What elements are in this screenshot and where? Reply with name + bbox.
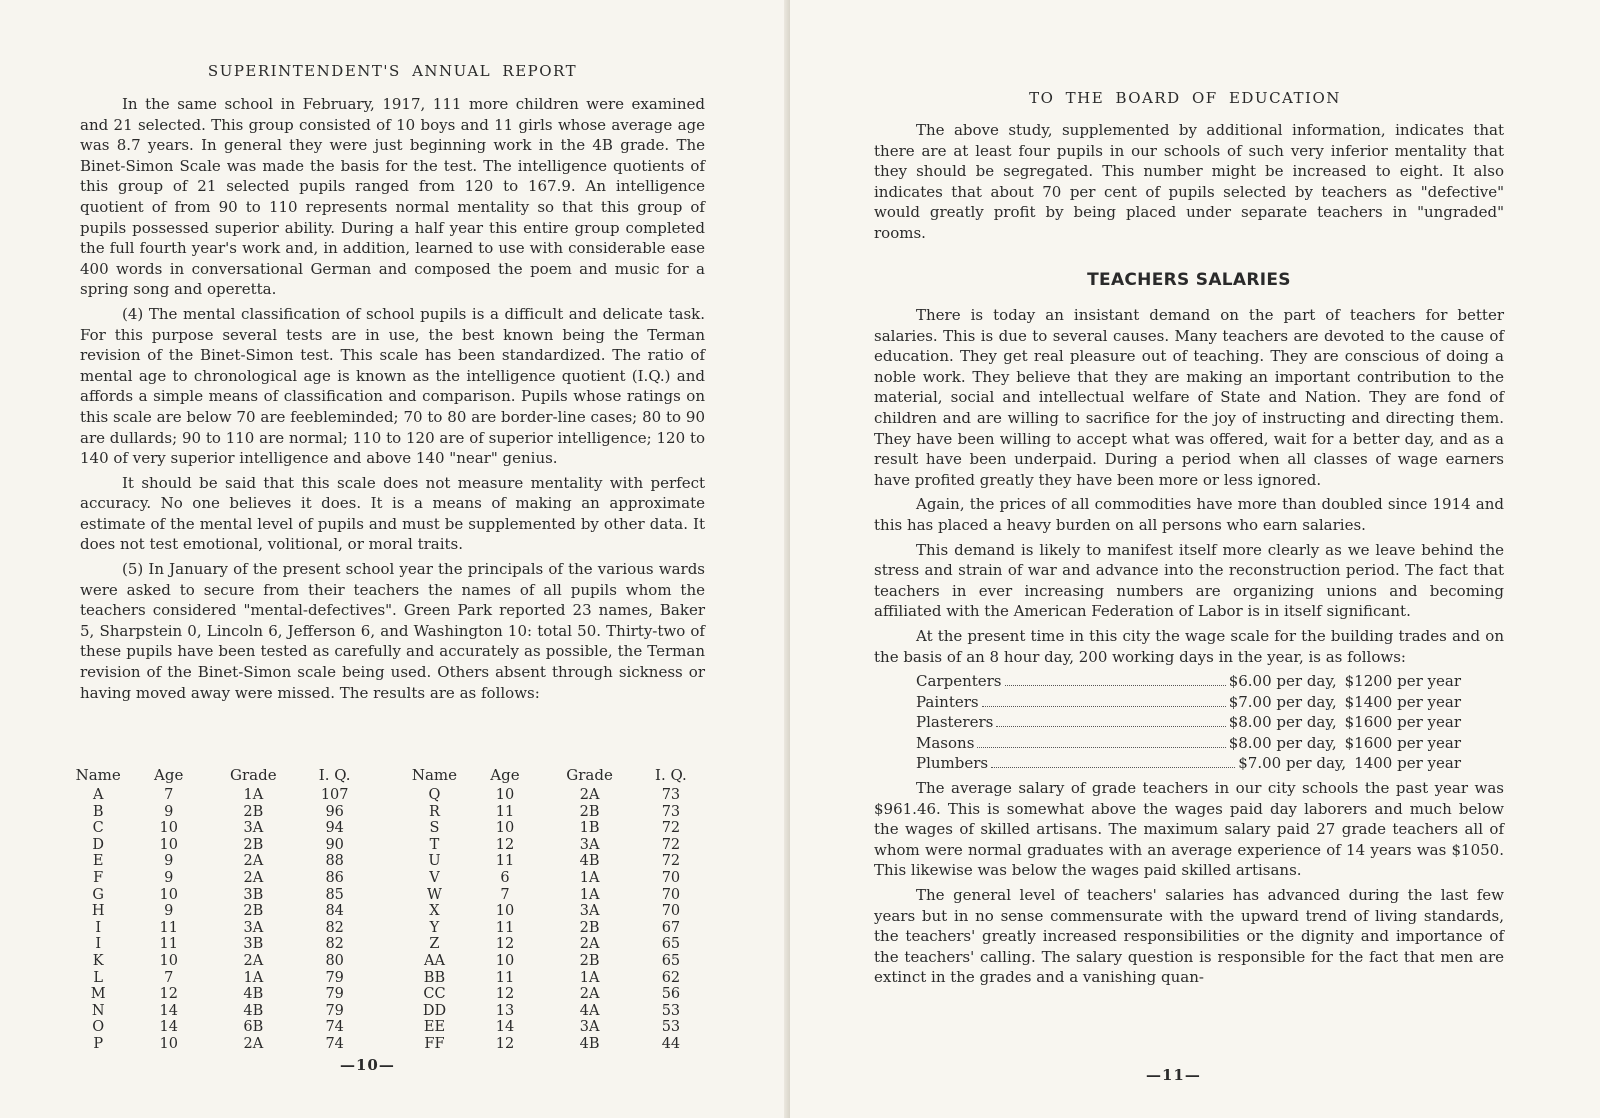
cell-iq: 96 (325, 803, 344, 820)
table-row (70, 887, 710, 904)
cell-iq: 73 (661, 803, 681, 820)
salaries-text-block (874, 305, 1504, 992)
table-row (70, 853, 710, 870)
cell-age: 11 (159, 919, 178, 936)
cell-grade: 3A (243, 820, 264, 837)
cell-grade: 1A (243, 787, 264, 803)
cell-name: L (93, 969, 104, 986)
cell-age: 10 (495, 903, 515, 920)
col-header-grade: Grade (230, 766, 277, 784)
paragraph: The above study, supplemented by additional information, indicates that there are at least four pupils in our schools of such very inferior mentality that they should be segregated. This number might be increased to eight. It also indicates that about 70 per cent of pupils selected by teachers as "defective" would greatly profit by being placed under separate teachers in "ungraded" rooms. (874, 121, 1504, 242)
cell-age: 14 (495, 1019, 515, 1036)
wage-row (916, 733, 1461, 754)
wage-per-day: $8.00 per day, (1228, 733, 1337, 752)
cell-name: EE (423, 1019, 446, 1036)
col-header-age: Age (490, 766, 520, 784)
cell-iq: 53 (661, 1019, 681, 1036)
cell-name: V (429, 869, 440, 886)
paragraph: (4) The mental classification of school pupils is a difficult and delicate task. For this purpose several tests are in use, the best known being the Terman revision of the Binet-Simon test. This scale has been standardized. The ratio of mental age to chronological age is known as the intelligence quotient (I.Q.) and affords a simple means of classification and comparison. Pupils whose ratings on this scale are below 70 are feebleminded; 70 to 80 are border-line cases; 80 to 90 are dullards; 90 to 110 are normal; 110 to 120 are of superior intelligence; 120 to 140 of very superior intelligence and above 140 "near" genius. (80, 304, 705, 468)
wage-per-year: $1600 per year (1344, 713, 1461, 732)
paragraph: At the present time in this city the wage scale for the building trades and on the basis of an 8 hour day, 200 working days in the year, is as follows: (874, 626, 1504, 666)
cell-age: 12 (159, 986, 178, 1003)
cell-grade: 1A (243, 969, 264, 986)
cell-age: 10 (159, 886, 178, 903)
cell-iq: 107 (320, 787, 349, 803)
cell-iq: 56 (661, 986, 681, 1003)
cell-grade: 2B (579, 919, 600, 936)
cell-age: 11 (495, 919, 515, 936)
cell-grade: 3A (243, 919, 264, 936)
cell-iq: 82 (325, 936, 344, 953)
cell-age: 9 (164, 803, 174, 820)
table-row (70, 870, 710, 887)
table-row (70, 920, 710, 937)
cell-age: 9 (164, 853, 174, 870)
wage-trade: Plumbers (916, 754, 989, 773)
cell-age: 11 (495, 803, 515, 820)
cell-age: 10 (495, 787, 515, 803)
table-row (70, 903, 710, 920)
cell-age: 7 (164, 969, 174, 986)
cell-iq: 72 (661, 853, 681, 870)
cell-iq: 74 (325, 1035, 344, 1052)
table-row (70, 970, 710, 987)
cell-name: G (92, 886, 104, 903)
cell-name: R (428, 803, 440, 820)
cell-iq: 44 (661, 1035, 681, 1052)
cell-name: C (92, 820, 104, 837)
col-header-name: Name (411, 766, 458, 784)
wage-trade: Plasterers (916, 713, 994, 732)
cell-name: Y (429, 919, 440, 936)
cell-iq: 82 (325, 919, 344, 936)
page-number: —10— (340, 1056, 395, 1074)
cell-grade: 4A (579, 1002, 600, 1019)
cell-grade: 2B (243, 836, 264, 853)
table-row (70, 820, 710, 837)
cell-age: 7 (164, 787, 174, 803)
cell-grade: 3B (243, 936, 264, 953)
paragraph: It should be said that this scale does not measure mentality with perfect accuracy. No one believes it does. It is a means of making an approximate estimate of the mental level of pupils and must be supplemented by other data. It does not test emotional, volitional, or moral traits. (80, 473, 705, 554)
dot-leader (991, 767, 1235, 768)
cell-grade: 3A (579, 1019, 600, 1036)
cell-grade: 6B (243, 1019, 264, 1036)
wage-trade: Painters (916, 692, 979, 711)
cell-grade: 4B (579, 853, 600, 870)
cell-grade: 2B (243, 903, 264, 920)
cell-age: 11 (159, 936, 178, 953)
cell-iq: 74 (325, 1019, 344, 1036)
cell-grade: 1A (579, 969, 600, 986)
paragraph: (5) In January of the present school year the principals of the various wards were asked to secure from their teachers the names of all pupils whom the teachers considered "mental-defectives". Green Park reported 23 names, Baker 5, Sharpstein 0, Lincoln 6, Jefferson 6, and Washington 10: total 50. Thirty-two of these pupils have been tested as carefully and accurately as possible, the Terman revision of the Binet-Simon scale being used. Others absent through sickness or having moved away were missed. The results are as follows: (80, 560, 705, 702)
table-body (70, 787, 710, 1053)
cell-iq: 67 (661, 919, 681, 936)
cell-age: 12 (495, 936, 515, 953)
dot-leader (977, 747, 1225, 748)
cell-grade: 4B (243, 986, 264, 1003)
cell-name: I (95, 919, 102, 936)
cell-grade: 1A (579, 886, 600, 903)
wage-per-day: $7.00 per day, (1238, 754, 1347, 773)
section-heading: TEACHERS SALARIES (1087, 270, 1291, 290)
cell-name: I (95, 936, 102, 953)
cell-grade: 4B (243, 1002, 264, 1019)
cell-grade: 2B (579, 952, 600, 969)
wage-per-year: $1200 per year (1344, 672, 1461, 691)
page-number: —11— (1146, 1066, 1201, 1084)
cell-grade: 2B (243, 803, 264, 820)
table-row (70, 837, 710, 854)
cell-name: U (428, 853, 441, 870)
cell-age: 11 (495, 969, 515, 986)
cell-iq: 70 (661, 869, 681, 886)
cell-age: 7 (500, 886, 510, 903)
cell-grade: 2A (579, 936, 600, 953)
cell-grade: 2B (579, 803, 600, 820)
cell-iq: 94 (325, 820, 344, 837)
cell-name: Z (429, 936, 440, 953)
wage-per-year: $1400 per year (1344, 692, 1461, 711)
cell-name: O (92, 1019, 105, 1036)
cell-grade: 2A (243, 952, 264, 969)
cell-grade: 2A (243, 853, 264, 870)
cell-name: W (427, 886, 442, 903)
cell-age: 12 (495, 836, 515, 853)
table-header-row (70, 766, 710, 787)
paragraph: The general level of teachers' salaries has advanced during the last few years but in no sense commensurate with the upward trend of living standards, the teachers' greatly increased responsibilities or the dignity and importance of the teachers' calling. The salary question is responsible for the fact that men are extinct in the grades and a vanishing quan- (874, 886, 1504, 987)
paragraph: In the same school in February, 1917, 111 more children were examined and 21 selected. This group consisted of 10 boys and 11 girls whose average age was 8.7 years. In general they were just beginning work in the 4B grade. The Binet-Simon Scale was made the basis for the test. The intelligence quotients of this group of 21 selected pupils ranged from 120 to 167.9. An intelligence quotient of from 90 to 110 represents normal mentality so that this group of pupils possessed superior ability. During a half year this entire group completed the full fourth year's work and, in addition, learned to use with considerable ease 400 words in conversational German and composed the poem and music for a spring song and operetta. (80, 95, 705, 299)
cell-grade: 4B (579, 1035, 600, 1052)
running-head: SUPERINTENDENT'S ANNUAL REPORT (207, 62, 578, 80)
table-row (70, 936, 710, 953)
cell-iq: 79 (325, 986, 344, 1003)
cell-name: DD (422, 1002, 447, 1019)
cell-name: T (429, 836, 440, 853)
cell-iq: 85 (325, 886, 344, 903)
cell-grade: 1B (579, 820, 600, 837)
cell-iq: 79 (325, 1002, 344, 1019)
cell-name: H (91, 903, 105, 920)
wage-per-day: $6.00 per day, (1228, 672, 1337, 691)
dot-leader (1005, 685, 1226, 686)
table-row (70, 787, 710, 804)
cell-name: FF (424, 1035, 445, 1052)
cell-grade: 3A (579, 903, 600, 920)
paragraph: This demand is likely to manifest itself more clearly as we leave behind the stress and strain of war and advance into the reconstruction period. The fact that teachers in ever increasing numbers are organizing unions and becoming affiliated with the American Federation of Labor is in itself significant. (874, 540, 1504, 621)
cell-name: X (429, 903, 440, 920)
cell-age: 12 (495, 1035, 515, 1052)
cell-name: P (93, 1035, 104, 1052)
cell-age: 10 (495, 820, 515, 837)
col-header-name: Name (75, 766, 121, 784)
cell-grade: 2A (579, 787, 600, 803)
cell-grade: 2A (243, 869, 264, 886)
cell-iq: 72 (661, 836, 681, 853)
right-page (790, 0, 1600, 1118)
cell-name: BB (423, 969, 446, 986)
col-header-iq: I. Q. (318, 766, 351, 784)
cell-name: D (92, 836, 105, 853)
cell-name: S (429, 820, 440, 837)
paragraph: The average salary of grade teachers in our city schools the past year was $961.46. This is somewhat above the wages paid day laborers and much below the wages of skilled artisans. The maximum salary paid 27 grade teachers all of whom were normal graduates with an average experience of 14 years was $1050. This likewise was below the wages paid skilled artisans. (874, 779, 1504, 880)
wage-trade: Carpenters (916, 672, 1002, 691)
cell-name: Q (428, 787, 441, 803)
wage-per-day: $7.00 per day, (1228, 692, 1337, 711)
cell-iq: 53 (661, 1002, 681, 1019)
cell-iq: 65 (661, 936, 681, 953)
cell-iq: 90 (325, 836, 344, 853)
wage-row (916, 712, 1461, 733)
cell-age: 11 (495, 853, 515, 870)
cell-iq: 84 (325, 903, 344, 920)
cell-name: CC (423, 986, 446, 1003)
cell-grade: 2A (579, 986, 600, 1003)
cell-iq: 79 (325, 969, 344, 986)
wage-row (916, 753, 1461, 774)
table-row (70, 1003, 710, 1020)
wage-per-year: $1600 per year (1344, 733, 1461, 752)
cell-grade: 1A (579, 869, 600, 886)
cell-age: 6 (500, 869, 510, 886)
cell-iq: 80 (325, 952, 344, 969)
cell-age: 9 (164, 869, 174, 886)
wage-row (916, 692, 1461, 713)
cell-name: B (92, 803, 104, 820)
cell-age: 10 (159, 952, 178, 969)
cell-name: E (92, 853, 104, 870)
col-header-age: Age (154, 766, 184, 784)
paragraph: There is today an insistant demand on the part of teachers for better salaries. This is due to several causes. Many teachers are devoted to the cause of education. They get real pleasure out of teaching. They are conscious of doing a noble work. They believe that they are making an important contribution to the material, social and intellectual welfare of State and Nation. They are fond of children and are willing to sacrifice for the joy of instructing and directing them. They have been willing to accept what was offered, wait for a better day, and as a result have been underpaid. During a period when all classes of wage earners have profited greatly they have been more or less ignored. (874, 306, 1504, 489)
cell-grade: 3B (243, 886, 264, 903)
cell-iq: 73 (661, 787, 681, 803)
cell-iq: 65 (661, 952, 681, 969)
cell-iq: 86 (325, 869, 344, 886)
cell-name: N (91, 1002, 105, 1019)
wage-trade: Masons (916, 733, 975, 752)
cell-name: A (92, 787, 104, 803)
left-page (0, 0, 790, 1118)
pupil-results-table (70, 766, 710, 1053)
table-row (70, 804, 710, 821)
cell-age: 9 (164, 903, 174, 920)
wage-row (916, 671, 1461, 692)
wage-scale-list (916, 671, 1461, 774)
cell-grade: 2A (243, 1035, 264, 1052)
table-row (70, 1036, 710, 1053)
cell-iq: 70 (661, 886, 681, 903)
cell-name: F (93, 869, 104, 886)
cell-grade: 3A (579, 836, 600, 853)
cell-age: 14 (159, 1002, 178, 1019)
cell-name: M (90, 986, 106, 1003)
cell-name: AA (423, 952, 445, 969)
cell-iq: 88 (325, 853, 344, 870)
cell-age: 10 (159, 1035, 178, 1052)
dot-leader (996, 726, 1225, 727)
cell-age: 10 (495, 952, 515, 969)
cell-iq: 72 (661, 820, 681, 837)
cell-iq: 70 (661, 903, 681, 920)
cell-age: 13 (495, 1002, 515, 1019)
left-text-block (80, 94, 705, 707)
col-header-iq: I. Q. (655, 766, 687, 784)
cell-age: 10 (159, 836, 178, 853)
col-header-grade: Grade (566, 766, 613, 784)
wage-per-day: $8.00 per day, (1228, 713, 1337, 732)
table-row (70, 1019, 710, 1036)
cell-age: 14 (159, 1019, 178, 1036)
cell-name: K (92, 952, 104, 969)
cell-age: 12 (495, 986, 515, 1003)
running-head: TO THE BOARD OF EDUCATION (1029, 89, 1341, 107)
paragraph: Again, the prices of all commodities have more than doubled since 1914 and this has placed a heavy burden on all persons who earn salaries. (874, 495, 1504, 534)
table-row (70, 986, 710, 1003)
table-row (70, 953, 710, 970)
intro-text-block (874, 120, 1504, 248)
wage-per-year: 1400 per year (1354, 754, 1461, 773)
cell-age: 10 (159, 820, 178, 837)
cell-iq: 62 (661, 969, 681, 986)
dot-leader (982, 706, 1226, 707)
